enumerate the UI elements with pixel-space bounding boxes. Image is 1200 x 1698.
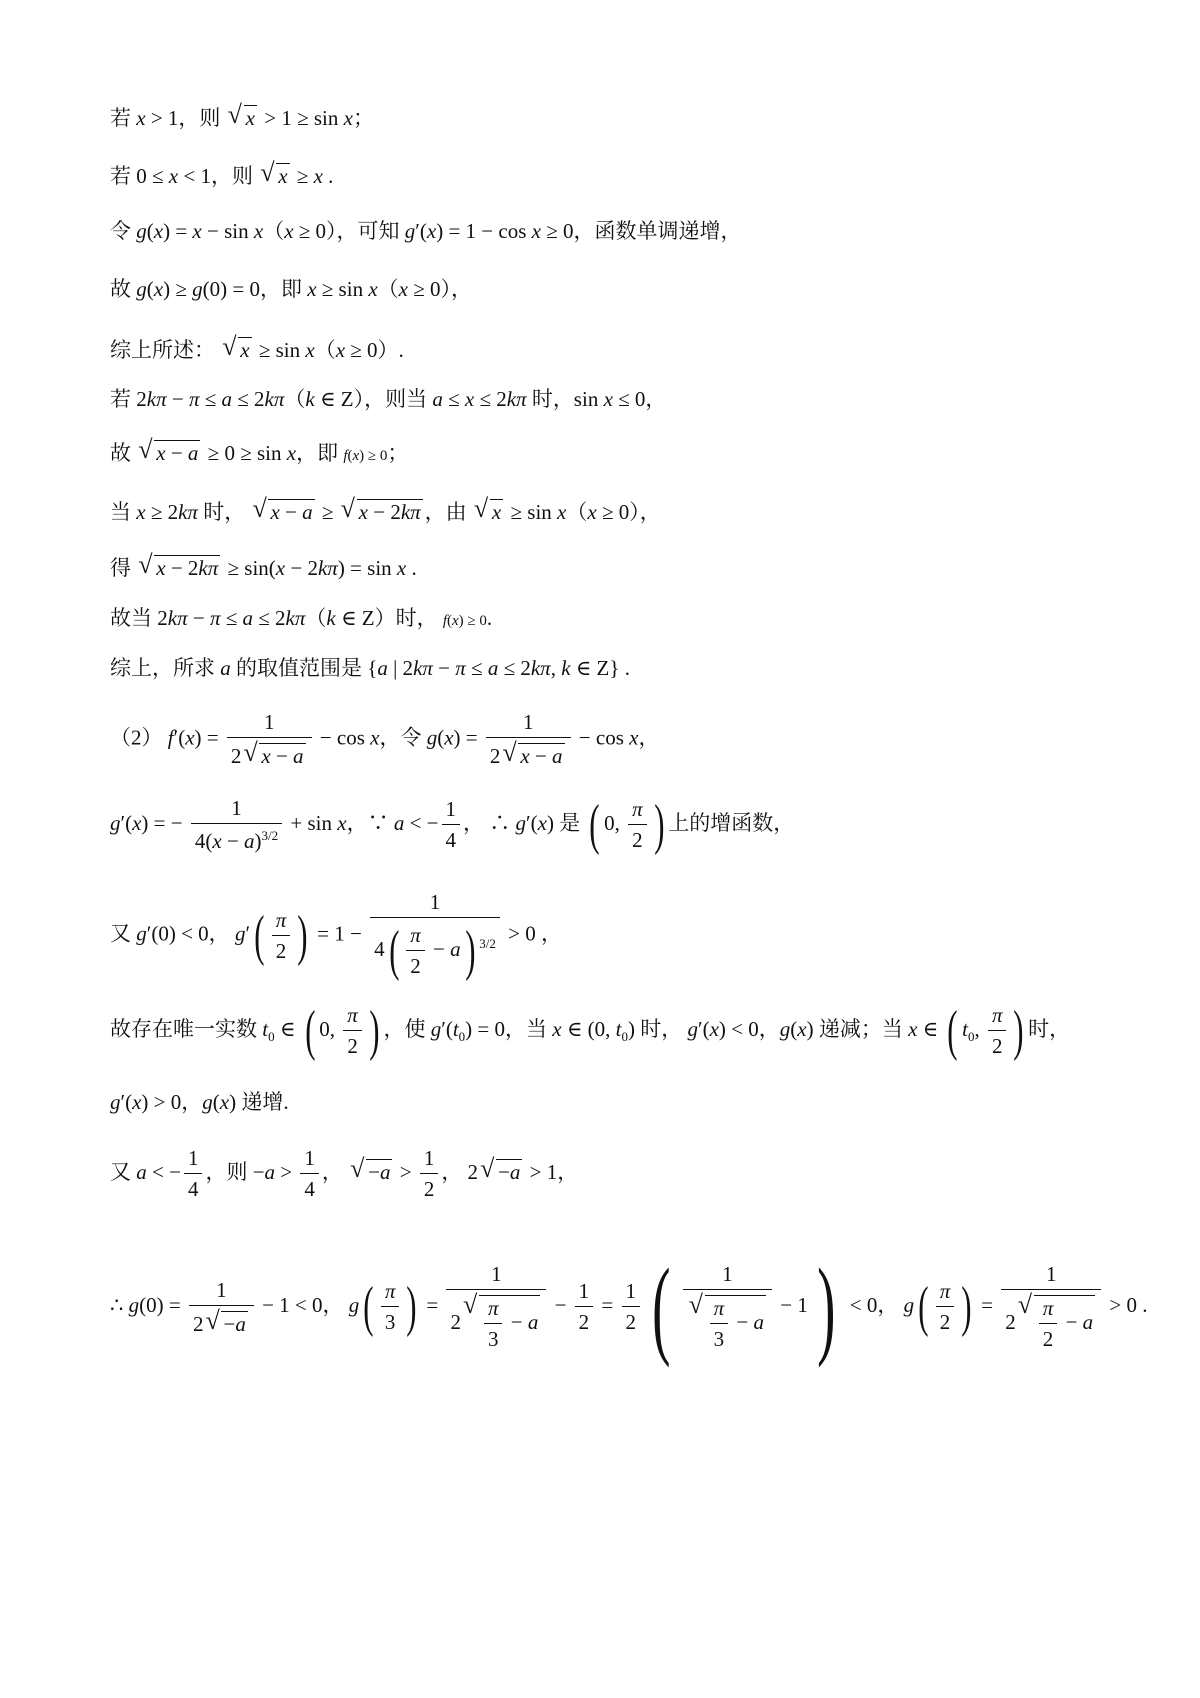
line-17: 又 a < − $\frac{1}{4}$ ，则 −a > $\frac{1}{4}$ ， √ −a > $\frac{1}{2}$ ， 2 √ −a > 1， bbox=[110, 1146, 579, 1201]
line-18: ∴ g(0) = 1 2 √ −a − 1 < 0， g( $\frac{\pi}{3}$ ) = 1 2 √ $\frac{\pi}{3}$ − a − $\frac{1}{2}$ = $\frac{1}{2}$ ( 1 √ $\frac{\pi}{3}$ − a − 1) < 0， g( $\frac{\pi}{2}$ ) = 1 2 √ $\frac{\pi}{2}$ − a > 0 . bbox=[110, 1246, 1148, 1368]
line-6: 若 2kπ − π ≤ a ≤ 2kπ（k ∈ Z），则当 a ≤ x ≤ 2kπ 时，sin x ≤ 0， bbox=[110, 387, 667, 411]
line-4: 故 g(x) ≥ g(0) = 0，即 x ≥ sin x（x ≥ 0）， bbox=[110, 277, 473, 301]
line-8: 当 x ≥ 2kπ 时， √ x − a ≥ √ x − 2kπ ，由 √ x ≥ sin x（x ≥ 0）， bbox=[110, 494, 661, 524]
line-10: 故当 2kπ − π ≤ a ≤ 2kπ（k ∈ Z）时， f(x) ≥ 0. bbox=[110, 606, 493, 630]
line-11: 综上，所求 a 的取值范围是 {a | 2kπ − π ≤ a ≤ 2kπ, k ∈ Z} . bbox=[110, 656, 630, 680]
line-14: 又 g′(0) < 0， g′( $\frac{\pi}{2}$ ) = 1 − 1 4( $\frac{\pi}{2}$ − a) $^{3/2}$ > 0 ， bbox=[110, 890, 562, 982]
line-2: 若 0 ≤ x < 1，则 √ x ≥ x . bbox=[110, 158, 334, 188]
line-16: g′(x) > 0，g(x) 递增. bbox=[110, 1090, 289, 1114]
line-7: 故 √ x − a ≥ 0 ≥ sin x，即 f(x) ≥ 0； bbox=[110, 435, 409, 465]
line-3: 令 g(x) = x − sin x（x ≥ 0），可知 g′(x) = 1 − cos x ≥ 0，函数单调递增， bbox=[110, 219, 742, 243]
line-5: 综上所述： √ x ≥ sin x（x ≥ 0）. bbox=[110, 332, 404, 362]
line-13: g′(x) = − $\frac{1}{4(x - a)^{3/2}}$ + sin x，∵ a < − $\frac{1}{4}$ ， ∴ g′(x) 是 ( 0, $\frac{\pi}{2}$ ) 上的增函数， bbox=[110, 794, 795, 856]
line-15: 故存在唯一实数 $t_0$ ∈ ( 0, $\frac{\pi}{2}$ ) ，使 $g'(t_0) = 0$，当 x ∈ (0, $t_0$) 时， g′(x) < 0，g(x) 递减；当 x ∈ ( $t_0$, $\frac{\pi}{2}$ ) 时， bbox=[110, 1000, 1071, 1062]
line-1: 若 x > 1，则 √ x > 1 ≥ sin x； bbox=[110, 100, 374, 130]
line-12: （2） f′(x) = 1 2 √ x − a − cos x，令 g(x) = 1 2 √ x − a − cos x， bbox=[110, 710, 660, 768]
line-9: 得 √ x − 2kπ ≥ sin(x − 2kπ) = sin x . bbox=[110, 550, 417, 580]
